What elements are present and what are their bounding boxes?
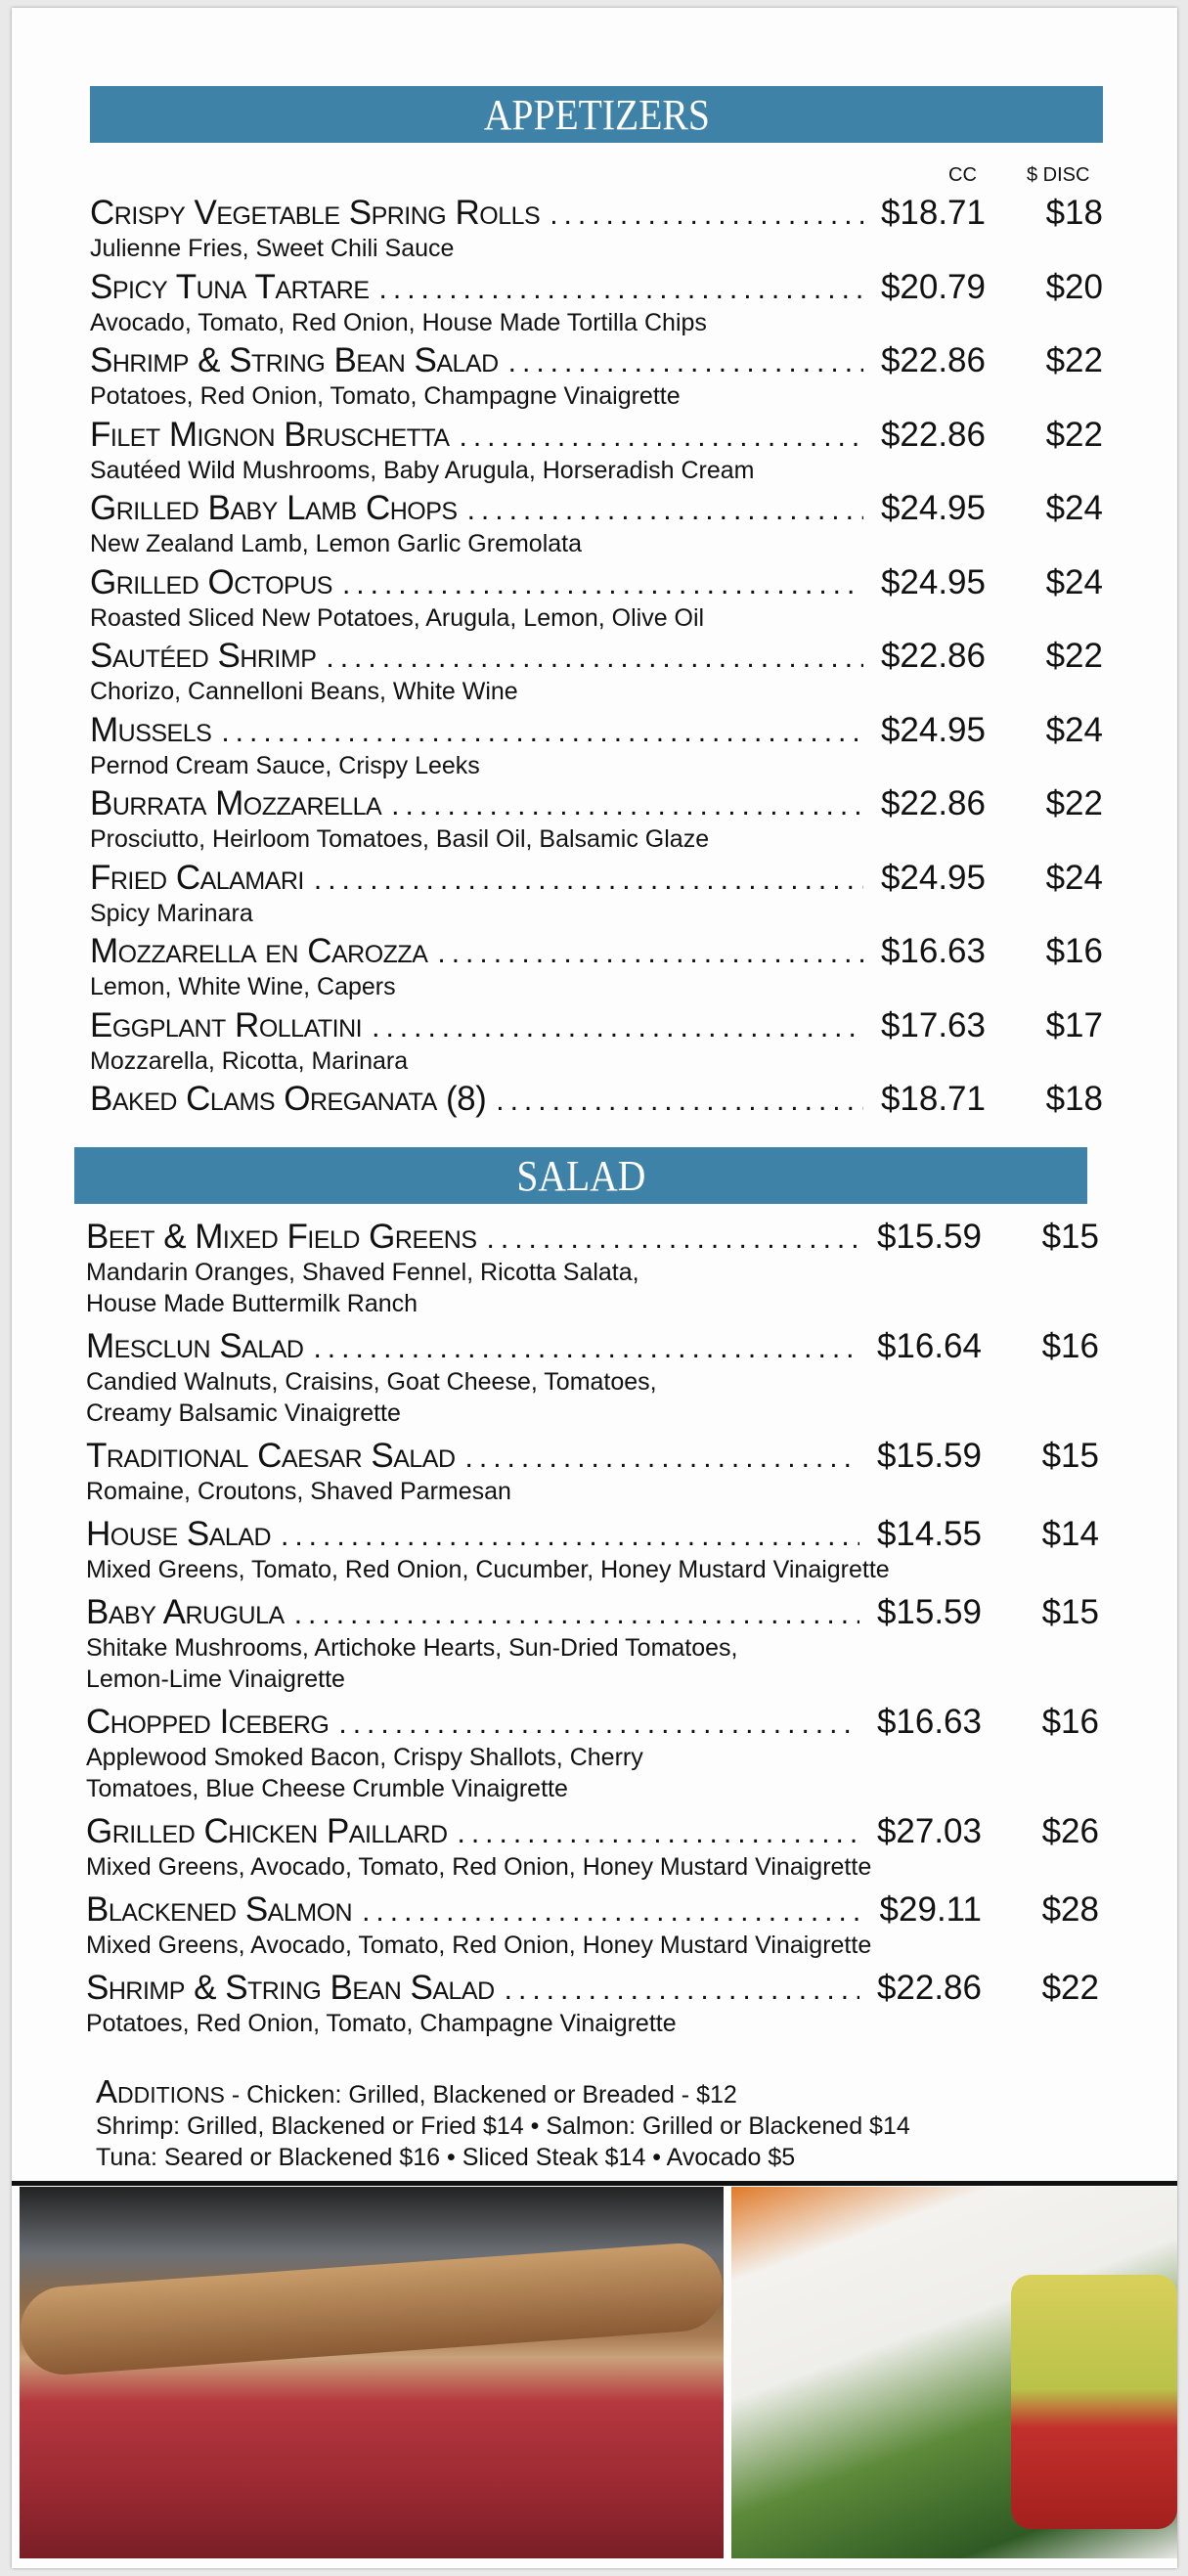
menu-item-row <box>90 563 1103 602</box>
item-description: Chorizo, Cannelloni Beans, White Wine <box>90 678 518 705</box>
price-cc: $22.86 <box>880 637 986 675</box>
salad-additions <box>96 2073 910 2173</box>
menu-item <box>86 1437 1099 1507</box>
item-name: Chopped Iceberg <box>86 1703 330 1741</box>
dot-leader <box>487 1222 859 1256</box>
item-name: Fried Calamari <box>90 858 304 897</box>
item-name: Crispy Vegetable Spring Rolls <box>90 194 541 232</box>
menu-item-row <box>90 711 1103 750</box>
price-cc: $18.71 <box>880 194 986 232</box>
price-disc: $26 <box>1041 1812 1099 1850</box>
dot-leader <box>496 1085 863 1118</box>
menu-item <box>90 416 1103 490</box>
price-disc: $18 <box>1045 1080 1103 1118</box>
price-disc: $22 <box>1045 415 1103 454</box>
item-description: Roasted Sliced New Potatoes, Arugula, Lemon, Olive Oil <box>90 603 705 632</box>
menu-item <box>90 784 1103 859</box>
price-disc: $24 <box>1045 489 1103 527</box>
price-disc: $16 <box>1041 1327 1099 1365</box>
dot-leader <box>342 568 863 601</box>
menu-item-row <box>86 1515 1099 1554</box>
menu-item-row <box>90 637 1103 676</box>
menu-item <box>90 489 1103 563</box>
price-disc: $15 <box>1041 1218 1099 1256</box>
item-description: Spicy Marinara <box>90 899 253 927</box>
price-cc: $22.86 <box>880 784 986 822</box>
item-description: Shitake Mushrooms, Artichoke Hearts, Sun-Dried Tomatoes, <box>86 1634 738 1662</box>
dot-leader <box>281 1520 859 1553</box>
menu-item <box>90 563 1103 638</box>
price-disc: $16 <box>1045 932 1103 970</box>
menu-item-row <box>90 489 1103 528</box>
item-name: Mozzarella en Carozza <box>90 932 428 970</box>
price-disc: $24 <box>1045 562 1103 601</box>
price-cc: $15.59 <box>876 1218 982 1256</box>
dot-leader <box>326 642 863 675</box>
price-cc: $14.55 <box>876 1515 982 1553</box>
menu-item-row <box>90 1080 1103 1119</box>
menu-item-row <box>86 1327 1099 1366</box>
item-name: Grilled Chicken Paillard <box>86 1812 448 1850</box>
menu-item-row <box>86 1593 1099 1632</box>
menu-item <box>90 341 1103 416</box>
menu-item-row <box>90 416 1103 455</box>
item-name: Beet & Mixed Field Greens <box>86 1218 477 1256</box>
salad-list <box>86 1218 1099 2047</box>
price-cc: $27.03 <box>876 1812 982 1850</box>
menu-item-row <box>86 1812 1099 1851</box>
dot-leader <box>338 1708 859 1741</box>
additions-line-2: Shrimp: Grilled, Blackened or Fried $14 • Salmon: Grilled or Blackened $14 <box>96 2112 910 2140</box>
item-description: Mixed Greens, Tomato, Red Onion, Cucumber, Honey Mustard Vinaigrette <box>86 1556 890 1583</box>
item-description: Sautéed Wild Mushrooms, Baby Arugula, Horseradish Cream <box>90 456 755 484</box>
item-name: Baby Arugula <box>86 1593 285 1631</box>
menu-item <box>86 1327 1099 1429</box>
dot-leader <box>458 1817 860 1850</box>
price-disc: $22 <box>1045 637 1103 675</box>
item-description: Potatoes, Red Onion, Tomato, Champagne Vinaigrette <box>86 2010 677 2037</box>
dot-leader <box>437 937 863 970</box>
price-disc: $24 <box>1045 710 1103 749</box>
item-description: Creamy Balsamic Vinaigrette <box>86 1399 401 1427</box>
price-cc: $17.63 <box>880 1005 986 1044</box>
item-description: Mozzarella, Ricotta, Marinara <box>90 1046 409 1075</box>
salad-banner <box>74 1147 1087 1204</box>
item-name: House Salad <box>86 1515 272 1553</box>
price-cc: $16.63 <box>880 932 986 970</box>
price-cc: $22.86 <box>880 415 986 454</box>
item-description: Tomatoes, Blue Cheese Crumble Vinaigrette <box>86 1775 568 1802</box>
item-description: Mandarin Oranges, Shaved Fennel, Ricotta Salata, <box>86 1259 639 1286</box>
menu-item-row <box>86 1703 1099 1742</box>
item-description: Julienne Fries, Sweet Chili Sauce <box>90 235 455 262</box>
item-name: Shrimp & String Bean Salad <box>86 1969 495 2007</box>
menu-item <box>90 1080 1103 1154</box>
menu-item <box>86 1890 1099 1961</box>
disc-column-header: $ DISC <box>1027 164 1090 186</box>
salad-title: SALAD <box>515 1152 646 1200</box>
appetizers-list <box>90 194 1103 1154</box>
price-disc: $17 <box>1045 1005 1103 1044</box>
dot-leader <box>465 1442 859 1475</box>
menu-item-row <box>90 859 1103 898</box>
price-cc: $15.59 <box>876 1437 982 1475</box>
menu-item <box>90 637 1103 711</box>
dot-leader <box>314 864 863 897</box>
steak-photo <box>20 2187 724 2558</box>
dot-leader <box>505 1974 859 2007</box>
menu-item-row <box>90 1006 1103 1045</box>
price-disc: $28 <box>1041 1890 1099 1929</box>
menu-item <box>90 859 1103 933</box>
item-description: Applewood Smoked Bacon, Crispy Shallots, Cherry <box>86 1744 643 1771</box>
price-cc: $22.86 <box>880 341 986 379</box>
dot-leader <box>550 199 863 232</box>
item-name: Shrimp & String Bean Salad <box>90 341 499 379</box>
item-name: Grilled Octopus <box>90 562 332 601</box>
price-cc: $22.86 <box>876 1969 982 2007</box>
divider <box>12 2181 1177 2186</box>
menu-item <box>86 1218 1099 1319</box>
price-disc: $18 <box>1045 194 1103 232</box>
price-cc: $16.64 <box>876 1327 982 1365</box>
dot-leader <box>508 346 863 379</box>
tuna-tartare-photo <box>731 2187 1177 2558</box>
menu-item <box>86 1812 1099 1883</box>
item-description: Mixed Greens, Avocado, Tomato, Red Onion, Honey Mustard Vinaigrette <box>86 1853 872 1881</box>
item-name: Baked Clams Oreganata (8) <box>90 1080 487 1118</box>
menu-item <box>90 1006 1103 1081</box>
price-cc: $24.95 <box>880 562 986 601</box>
dot-leader <box>294 1598 859 1631</box>
item-description: House Made Buttermilk Ranch <box>86 1290 418 1317</box>
dot-leader <box>467 494 863 527</box>
price-cc: $24.95 <box>880 489 986 527</box>
item-name: Sautéed Shrimp <box>90 637 317 675</box>
price-cc: $18.71 <box>880 1080 986 1118</box>
menu-item <box>90 711 1103 785</box>
item-description: Lemon, White Wine, Capers <box>90 973 396 1000</box>
price-cc: $29.11 <box>879 1890 982 1929</box>
item-description: Lemon-Lime Vinaigrette <box>86 1666 345 1693</box>
menu-item <box>90 268 1103 342</box>
item-name: Mesclun Salad <box>86 1327 304 1365</box>
price-cc: $20.79 <box>880 267 986 306</box>
item-name: Mussels <box>90 710 212 749</box>
dot-leader <box>362 1895 859 1929</box>
menu-item <box>90 932 1103 1006</box>
price-disc: $15 <box>1041 1437 1099 1475</box>
menu-item-row <box>90 341 1103 380</box>
menu-item-row <box>90 932 1103 971</box>
cc-column-header: CC <box>948 164 977 186</box>
dot-leader <box>221 716 863 749</box>
price-disc: $22 <box>1045 341 1103 379</box>
dot-leader <box>391 789 863 822</box>
dot-leader <box>379 273 863 306</box>
price-disc: $20 <box>1045 267 1103 306</box>
menu-item-row <box>90 194 1103 233</box>
additions-line-3: Tuna: Seared or Blackened $16 • Sliced Steak $14 • Avocado $5 <box>96 2144 796 2171</box>
dot-leader <box>313 1332 859 1365</box>
price-cc: $24.95 <box>880 858 986 897</box>
dot-leader <box>372 1011 863 1044</box>
item-name: Traditional Caesar Salad <box>86 1437 456 1475</box>
item-description: Potatoes, Red Onion, Tomato, Champagne Vinaigrette <box>90 382 681 410</box>
menu-item-row <box>86 1969 1099 2008</box>
menu-item-row <box>86 1437 1099 1476</box>
bone-shape <box>20 2241 724 2377</box>
item-name: Eggplant Rollatini <box>90 1005 363 1044</box>
menu-item-row <box>86 1218 1099 1257</box>
price-disc: $14 <box>1041 1515 1099 1553</box>
item-description: New Zealand Lamb, Lemon Garlic Gremolata <box>90 530 583 557</box>
dot-leader <box>460 421 864 454</box>
menu-item-row <box>90 784 1103 823</box>
item-description: Avocado, Tomato, Red Onion, House Made Tortilla Chips <box>90 308 707 336</box>
item-name: Burrata Mozzarella <box>90 784 382 822</box>
price-disc: $15 <box>1041 1593 1099 1631</box>
menu-item <box>86 1593 1099 1695</box>
item-description: Romaine, Croutons, Shaved Parmesan <box>86 1478 511 1505</box>
tartare-shape <box>1011 2275 1177 2529</box>
item-name: Grilled Baby Lamb Chops <box>90 489 458 527</box>
item-description: Prosciutto, Heirloom Tomatoes, Basil Oil, Balsamic Glaze <box>90 825 710 853</box>
item-name: Filet Mignon Bruschetta <box>90 415 450 454</box>
item-description: Mixed Greens, Avocado, Tomato, Red Onion, Honey Mustard Vinaigrette <box>86 1932 872 1959</box>
additions-heading: Additions <box>96 2073 225 2110</box>
price-cc: $16.63 <box>876 1703 982 1741</box>
price-disc: $16 <box>1041 1703 1099 1741</box>
menu-item <box>86 1703 1099 1804</box>
appetizers-banner <box>90 86 1103 143</box>
appetizers-title: APPETIZERS <box>483 91 710 139</box>
price-disc: $22 <box>1041 1969 1099 2007</box>
item-description: Pernod Cream Sauce, Crispy Leeks <box>90 751 480 779</box>
menu-item-row <box>86 1890 1099 1930</box>
item-name: Spicy Tuna Tartare <box>90 267 370 306</box>
additions-line-1: - Chicken: Grilled, Blackened or Breaded - $12 <box>224 2081 737 2109</box>
price-disc: $24 <box>1045 858 1103 897</box>
item-name: Blackened Salmon <box>86 1890 353 1929</box>
item-description: Candied Walnuts, Craisins, Goat Cheese, Tomatoes, <box>86 1368 657 1396</box>
price-disc: $22 <box>1045 784 1103 822</box>
menu-item-row <box>90 268 1103 307</box>
price-cc: $24.95 <box>880 710 986 749</box>
menu-item <box>86 1515 1099 1585</box>
menu-item <box>90 194 1103 268</box>
price-cc: $15.59 <box>876 1593 982 1631</box>
menu-item <box>86 1969 1099 2039</box>
